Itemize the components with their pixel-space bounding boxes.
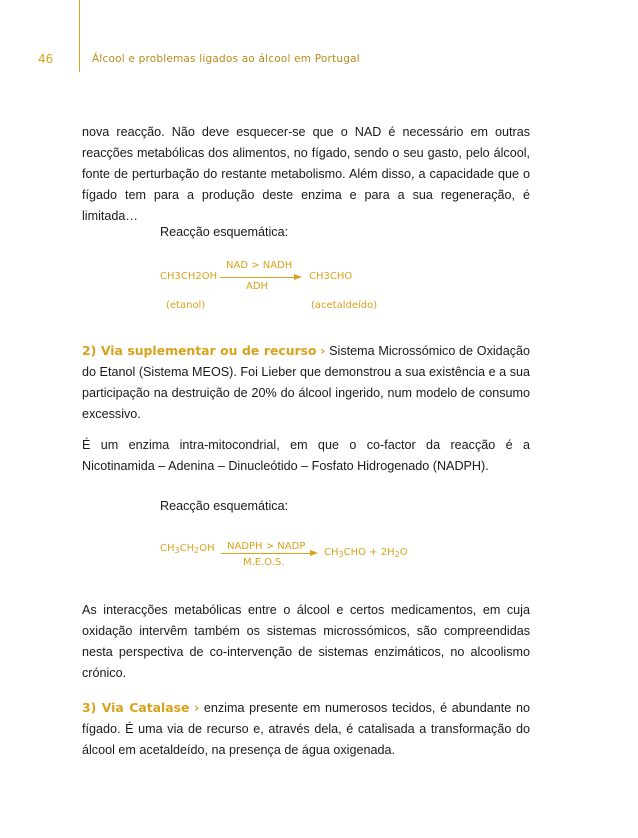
- scheme1-reactant-name: (etanol): [166, 300, 206, 311]
- page-number: 46: [38, 52, 54, 66]
- section-3-heading: 3) Via Catalase: [82, 700, 190, 715]
- scheme2-arrow-head-icon: [310, 550, 318, 556]
- scheme1-cofactor: NAD > NADH: [226, 260, 293, 271]
- section-2-heading: 2) Via suplementar ou de recurso: [82, 343, 317, 358]
- section-2-text: Sistema Microssómico de Oxidação do Etanol (Sistema MEOS). Foi Lieber que demonstrou a sua existência e a sua participação na destruição de 20% do álcool ingerido, num modelo de consumo excessivo.: [82, 344, 530, 421]
- scheme1-product-name: (acetaldeído): [311, 300, 378, 311]
- chevron-right-icon: ›: [320, 343, 326, 358]
- chevron-right-icon: ›: [194, 700, 200, 715]
- scheme2-reactant-part: OH: [199, 543, 215, 554]
- scheme2-cofactor: NADPH > NADP: [227, 541, 306, 552]
- scheme2-product-part: CH: [324, 547, 339, 558]
- scheme2-arrow-line: [221, 553, 310, 554]
- scheme2-reactant-subscript: 2: [194, 546, 200, 555]
- scheme2-product-subscript: 3: [338, 550, 344, 559]
- scheme1-label: Reacção esquemática:: [160, 225, 289, 239]
- paragraph-interactions: As interacções metabólicas entre o álcool e certos medicamentos, em cuja oxidação intervêm também os sistemas microssómicos, são compreendidas nesta perspectiva de co-intervenção de sistemas enzimáticos, no alcoolismo crónico.: [82, 603, 530, 680]
- paragraph-nadph: É um enzima intra-mitocondrial, em que o co-factor da reacção é a Nicotinamida – Adenina – Dinucleótido – Fosfato Hidrogenado (NADPH).: [82, 438, 530, 473]
- section-3: [82, 697, 530, 761]
- scheme1-reactant: CH3CH2OH: [160, 271, 218, 282]
- scheme1-product: CH3CHO: [309, 271, 353, 282]
- paragraph-nad: nova reacção. Não deve esquecer-se que o NAD é necessário em outras reacções metabólicas dos alimentos, no fígado, sendo o seu gasto, pelo álcool, fonte de perturbação do restante metabolismo. Além disso, a capacidade que o fígado tem para a produção deste enzima e para a sua regeneração, é limitada…: [82, 125, 530, 223]
- scheme1-enzyme: ADH: [246, 281, 269, 292]
- scheme2-product-subscript: 2: [394, 550, 400, 559]
- scheme2-product: [324, 547, 408, 559]
- scheme2-label: Reacção esquemática:: [160, 499, 289, 513]
- section-2: [82, 340, 530, 425]
- scheme2-enzyme: M.E.O.S.: [243, 557, 285, 568]
- running-title: Álcool e problemas ligados ao álcool em Portugal: [92, 53, 360, 65]
- scheme2-reactant-subscript: 3: [174, 546, 180, 555]
- scheme2-product-part: O: [399, 547, 408, 558]
- section-3-text: enzima presente em numerosos tecidos, é abundante no fígado. É uma via de recurso e, através dela, é catalisada a transformação do álcool em acetaldeído, na presença de água oxigenada.: [82, 701, 530, 757]
- scheme2-reactant: [160, 543, 215, 555]
- header-rule: [79, 0, 80, 72]
- scheme1-arrow-line: [220, 277, 294, 278]
- scheme2-product-part: CHO + 2H: [343, 547, 395, 558]
- scheme1-arrow-head-icon: [294, 274, 302, 280]
- scheme2-reactant-part: CH: [160, 543, 175, 554]
- scheme2-reactant-part: CH: [179, 543, 195, 554]
